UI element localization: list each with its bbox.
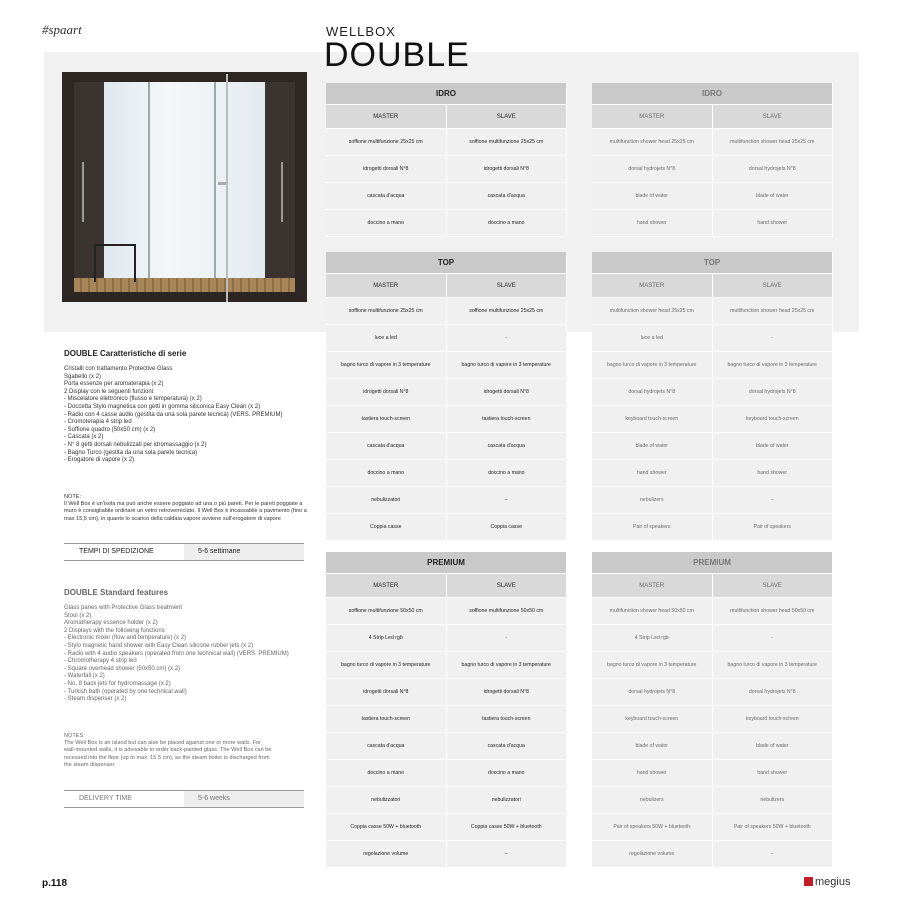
table-title-row: [326, 83, 567, 105]
table-title: TOP: [326, 252, 567, 274]
table-cell: idrogetti dorsali N°8: [326, 379, 447, 406]
table-cell: nebulizers: [592, 487, 713, 514]
table-row: [326, 298, 567, 325]
features-heading-it: DOUBLE Caratteristiche di serie: [64, 349, 187, 358]
column-header: SLAVE: [713, 274, 834, 298]
table-cell: soffione multifunzione 50x50 cm: [447, 598, 568, 625]
glass-frame: [148, 82, 150, 278]
delivery-label: DELIVERY TIME: [79, 795, 132, 802]
table-row: [592, 460, 833, 487]
table-row: [592, 183, 833, 210]
door-post: [226, 74, 228, 302]
table-cell: soffione multifunzione 50x50 cm: [326, 598, 447, 625]
table-row: [326, 129, 567, 156]
text-line: - Radio with 4 audio speakers (operated from one technical wall) (VERS. PREMIUM): [64, 650, 289, 657]
table-cell: doccino a mano: [447, 210, 568, 237]
table-cell: dorsal hydrojets N°8: [592, 156, 713, 183]
table-cell: doccino a mano: [447, 760, 568, 787]
table-cell: blade of water: [713, 183, 834, 210]
right-wall: [265, 82, 295, 278]
table-row: [326, 183, 567, 210]
brand-logo: [804, 876, 850, 888]
notes-it: [64, 494, 306, 523]
table-cell: hand shower: [592, 460, 713, 487]
product-image: [62, 72, 307, 302]
table-cell: -: [447, 325, 568, 352]
text-line: - Doccetta Stylo magnetica con getti in gomma siliconica Easy Clean (x 2): [64, 403, 261, 410]
page-title: DOUBLE: [324, 36, 470, 74]
table-cell: Coppia casse 50W + bluetooth: [326, 814, 447, 841]
table-cell: Coppia casse 50W + bluetooth: [447, 814, 568, 841]
table-row: [592, 706, 833, 733]
shipping-value-box: [184, 544, 304, 560]
table-cell: Pair of speakers 50W + bluetooth: [713, 814, 834, 841]
text-line: NOTE:: [64, 494, 82, 500]
table-title-row: [592, 83, 833, 105]
table-cell: bagno turco di vapore in 3 temperature: [592, 352, 713, 379]
table-row: [592, 325, 833, 352]
table-cell: -: [713, 325, 834, 352]
table-row: [326, 733, 567, 760]
table-row: [592, 841, 833, 868]
table-cell: –: [713, 487, 834, 514]
features-list-en: [64, 605, 289, 704]
table-cell: bagno turco di vapore in 3 temperature: [447, 352, 568, 379]
table-cell: 4 Strip Led rgb: [592, 625, 713, 652]
text-line: muro è consigliabile ordinare un vetro retroverniciato. Il Well Box è incassabile a pavimento (fino a: [64, 508, 307, 515]
table-title: IDRO: [326, 83, 567, 105]
table-row: [326, 814, 567, 841]
table-cell: hand shower: [713, 210, 834, 237]
table-cell: nebulizzatori: [326, 487, 447, 514]
table-row: [592, 760, 833, 787]
table-header-row: [326, 105, 567, 129]
table-top-it: [326, 252, 567, 541]
table-cell: keyboard touch-screen: [592, 706, 713, 733]
table-cell: nebulizzatori: [326, 787, 447, 814]
table-cell: dorsal hydrojets N°8: [713, 156, 834, 183]
text-line: - Chromotherapy 4 strip led: [64, 658, 137, 665]
column-header: MASTER: [326, 574, 447, 598]
table-cell: bagno turco di vapore in 3 temperature: [447, 652, 568, 679]
table-title-row: [592, 252, 833, 274]
text-line: - No. 8 back jets for hydromassage (x 2): [64, 680, 171, 687]
table-cell: cascata d'acqua: [326, 183, 447, 210]
table-cell: idrogetti dorsali N°8: [326, 156, 447, 183]
table-cell: nebulizzatori: [447, 787, 568, 814]
text-line: 2 Display con le seguenti funzioni:: [64, 388, 155, 395]
table-row: [592, 625, 833, 652]
table-cell: regolazione volume: [326, 841, 447, 868]
table-row: [326, 625, 567, 652]
table-cell: idrogetti dorsali N°8: [447, 156, 568, 183]
table-header-row: [326, 574, 567, 598]
hand-shower-left: [82, 162, 84, 222]
table-premium-it: [326, 552, 567, 868]
table-cell: dorsal hydrojets N°8: [713, 679, 834, 706]
table-row: [592, 514, 833, 541]
table-title: PREMIUM: [592, 552, 833, 574]
text-line: Porta essenze per aromaterapia (x 2): [64, 381, 164, 388]
table-title: TOP: [592, 252, 833, 274]
table-cell: tastiera touch-screen: [447, 406, 568, 433]
delivery-value: 5-6 weeks: [198, 795, 230, 802]
table-cell: bagno turco di vapore in 3 temperature: [713, 352, 834, 379]
table-header-row: [592, 574, 833, 598]
text-line: Cristalli con trattamento Protective Glass: [64, 366, 173, 372]
text-line: Stool (x 2): [64, 612, 92, 619]
table-row: [592, 679, 833, 706]
table-cell: cascata d'acqua: [447, 733, 568, 760]
delivery-value-box: [184, 791, 304, 807]
table-row: [592, 379, 833, 406]
table-cell: blade of water: [592, 183, 713, 210]
table-cell: –: [447, 487, 568, 514]
table-header-row: [592, 105, 833, 129]
table-cell: doccino a mano: [326, 210, 447, 237]
column-header: MASTER: [326, 105, 447, 129]
table-cell: keyboard touch-screen: [592, 406, 713, 433]
table-cell: tastiera touch-screen: [326, 406, 447, 433]
table-cell: blade of water: [592, 433, 713, 460]
table-cell: tastiera touch-screen: [326, 706, 447, 733]
table-row: [592, 156, 833, 183]
text-line: - Turkish bath (operated by one technical wall): [64, 688, 187, 695]
table-cell: –: [447, 841, 568, 868]
table-cell: soffione multifunzione 25x25 cm: [447, 298, 568, 325]
table-row: [326, 487, 567, 514]
table-cell: keyboard touch-screen: [713, 706, 834, 733]
table-cell: blade of water: [592, 733, 713, 760]
table-cell: Pair of speakers: [592, 514, 713, 541]
table-cell: -: [447, 625, 568, 652]
shipping-value: 5-6 settimane: [198, 548, 241, 555]
table-row: [326, 514, 567, 541]
table-cell: keyboard touch-screen: [713, 406, 834, 433]
text-line: the steam dispenser.: [64, 761, 116, 768]
text-line: The Well Box is an island but can also be placed against one or more walls. For: [64, 740, 262, 747]
table-cell: multifunction shower head 25x25 cm: [713, 129, 834, 156]
table-row: [592, 210, 833, 237]
text-line: NOTES:: [64, 733, 85, 739]
table-row: [326, 679, 567, 706]
features-heading-en: DOUBLE Standard features: [64, 588, 169, 597]
text-line: Glass panes with Protective Glass treatment: [64, 605, 183, 611]
column-header: MASTER: [326, 274, 447, 298]
table-cell: idrogetti dorsali N°8: [447, 379, 568, 406]
table-top-en: [592, 252, 833, 541]
text-line: - Bagno Turco (gestita da una sola parete tecnica): [64, 449, 198, 456]
text-line: - Stylo magnetic hand shower with Easy Clean silicone rubber jets (x 2): [64, 642, 254, 649]
table-cell: multifunction shower head 50x50 cm: [592, 598, 713, 625]
table-idro-en: [592, 83, 833, 237]
table-row: [592, 406, 833, 433]
table-cell: -: [713, 625, 834, 652]
glass-frame: [214, 82, 216, 278]
table-row: [326, 406, 567, 433]
table-row: [592, 814, 833, 841]
table-cell: soffione multifunzione 25x25 cm: [326, 129, 447, 156]
table-row: [592, 487, 833, 514]
table-cell: hand shower: [592, 760, 713, 787]
product-line: WELLBOX: [326, 24, 396, 39]
table-cell: multifunction shower head 50x50 cm: [713, 598, 834, 625]
table-cell: Coppia casse: [447, 514, 568, 541]
door-handle: [218, 182, 226, 185]
table-row: [326, 352, 567, 379]
table-cell: hand shower: [713, 460, 834, 487]
text-line: - Steam dispenser (x 2): [64, 696, 127, 703]
table-row: [326, 706, 567, 733]
table-cell: blade of water: [713, 433, 834, 460]
column-header: SLAVE: [447, 274, 568, 298]
table-cell: hand shower: [713, 760, 834, 787]
text-line: 2 Displays with the following functions: [64, 627, 165, 634]
column-header: MASTER: [592, 574, 713, 598]
column-header: SLAVE: [447, 105, 568, 129]
text-line: - Cromoterapia 4 strip led: [64, 419, 132, 426]
table-row: [592, 652, 833, 679]
table-row: [326, 652, 567, 679]
table-cell: soffione multifunzione 25x25 cm: [447, 129, 568, 156]
text-line: - Miscelatore elettronico (flusso e temperatura) (x 2): [64, 396, 202, 403]
table-title-row: [326, 552, 567, 574]
table-row: [592, 733, 833, 760]
table-row: [592, 129, 833, 156]
table-cell: doccino a mano: [326, 760, 447, 787]
column-header: SLAVE: [713, 105, 834, 129]
table-row: [326, 598, 567, 625]
table-cell: –: [713, 841, 834, 868]
table-cell: cascata d'acqua: [447, 433, 568, 460]
table-cell: nebulizers: [713, 787, 834, 814]
table-row: [326, 841, 567, 868]
text-line: - Cascata (x 2): [64, 434, 104, 441]
column-header: SLAVE: [447, 574, 568, 598]
table-cell: nebulizers: [592, 787, 713, 814]
table-row: [592, 787, 833, 814]
text-line: recessed into the floor (up to max. 15.5 cm), as the steam boiler is discharged from: [64, 754, 270, 761]
table-header-row: [592, 274, 833, 298]
shipping-time-it: [64, 543, 304, 561]
notes-en: [64, 733, 306, 769]
brand-tag: #spaart: [42, 22, 82, 37]
table-cell: Pair of speakers 50W + bluetooth: [592, 814, 713, 841]
text-line: Aromatherapy essence holder (x 2): [64, 620, 158, 627]
table-cell: luce a led: [592, 325, 713, 352]
table-title: IDRO: [592, 83, 833, 105]
logo-mark-icon: [804, 877, 813, 886]
table-row: [592, 433, 833, 460]
table-title-row: [592, 552, 833, 574]
table-row: [592, 352, 833, 379]
table-cell: soffione multifunzione 25x25 cm: [326, 298, 447, 325]
text-line: - Radio con 4 casse audio (gestita da una sola parete tecnica) (VERS. PREMIUM): [64, 411, 283, 418]
text-line: - Soffione quadro (50x50 cm) (x 2): [64, 426, 156, 433]
table-cell: tastiera touch-screen: [447, 706, 568, 733]
table-cell: cascata d'acqua: [326, 433, 447, 460]
text-line: - Electronic mixer (flow and temperature) (x 2): [64, 635, 187, 642]
text-line: - Waterfall (x 2): [64, 673, 105, 680]
text-line: - Square overhead shower (50x50 cm) (x 2): [64, 665, 181, 672]
column-header: SLAVE: [713, 574, 834, 598]
logo-text: megius: [815, 876, 851, 888]
table-title-row: [326, 252, 567, 274]
table-row: [326, 460, 567, 487]
table-cell: doccino a mano: [326, 460, 447, 487]
table-cell: idrogetti dorsali N°8: [326, 679, 447, 706]
table-cell: blade of water: [713, 733, 834, 760]
table-row: [592, 298, 833, 325]
table-row: [326, 379, 567, 406]
table-cell: multifunction shower head 25x25 cm: [592, 298, 713, 325]
table-cell: bagno turco di vapore in 3 temperature: [713, 652, 834, 679]
table-title: PREMIUM: [326, 552, 567, 574]
text-line: - N° 8 getti dorsali nebulizzati per idromassaggio (x 2): [64, 441, 207, 448]
hand-shower-right: [281, 162, 283, 222]
table-row: [326, 433, 567, 460]
table-cell: bagno turco di vapore in 3 temperature: [592, 652, 713, 679]
table-cell: doccino a mano: [447, 460, 568, 487]
table-row: [592, 598, 833, 625]
table-row: [326, 325, 567, 352]
page-number: p.118: [42, 878, 68, 889]
column-header: MASTER: [592, 105, 713, 129]
text-line: Il Well Box è un'isola ma può anche essere poggiato ad una o più pareti. Per le pareti poggiate a: [64, 501, 303, 508]
table-row: [326, 760, 567, 787]
table-row: [326, 210, 567, 237]
table-cell: bagno turco di vapore in 3 temperature: [326, 352, 447, 379]
text-line: Sgabello (x 2): [64, 373, 102, 380]
delivery-time-en: [64, 790, 304, 808]
shipping-label: TEMPI DI SPEDIZIONE: [79, 548, 154, 555]
table-header-row: [326, 274, 567, 298]
table-cell: bagno turco di vapore in 3 temperature: [326, 652, 447, 679]
table-cell: dorsal hydrojets N°8: [592, 679, 713, 706]
table-cell: luce a led: [326, 325, 447, 352]
table-cell: hand shower: [592, 210, 713, 237]
column-header: MASTER: [592, 274, 713, 298]
table-cell: dorsal hydrojets N°8: [592, 379, 713, 406]
table-row: [326, 787, 567, 814]
features-list-it: [64, 366, 282, 465]
text-line: - Erogatore di vapore (x 2): [64, 457, 135, 464]
table-premium-en: [592, 552, 833, 868]
table-cell: multifunction shower head 25x25 cm: [592, 129, 713, 156]
table-cell: dorsal hydrojets N°8: [713, 379, 834, 406]
text-line: wall-mounted walls, it is advisable to order back-painted glass. The Well Box can be: [64, 747, 272, 754]
text-line: max 15,5 cm), in quanto lo scarico della caldaia vapore avviene sull'erogatore di vapore: [64, 515, 281, 522]
table-cell: multifunction shower head 25x25 cm: [713, 298, 834, 325]
table-cell: regolazione volume: [592, 841, 713, 868]
table-cell: Pair of speakers: [713, 514, 834, 541]
table-row: [326, 156, 567, 183]
table-cell: idrogetti dorsali N°8: [447, 679, 568, 706]
table-idro-it: [326, 83, 567, 237]
table-cell: cascata d'acqua: [326, 733, 447, 760]
table-cell: Coppia casse: [326, 514, 447, 541]
table-cell: 4 Strip Led rgb: [326, 625, 447, 652]
stool: [94, 244, 136, 282]
table-cell: cascata d'acqua: [447, 183, 568, 210]
